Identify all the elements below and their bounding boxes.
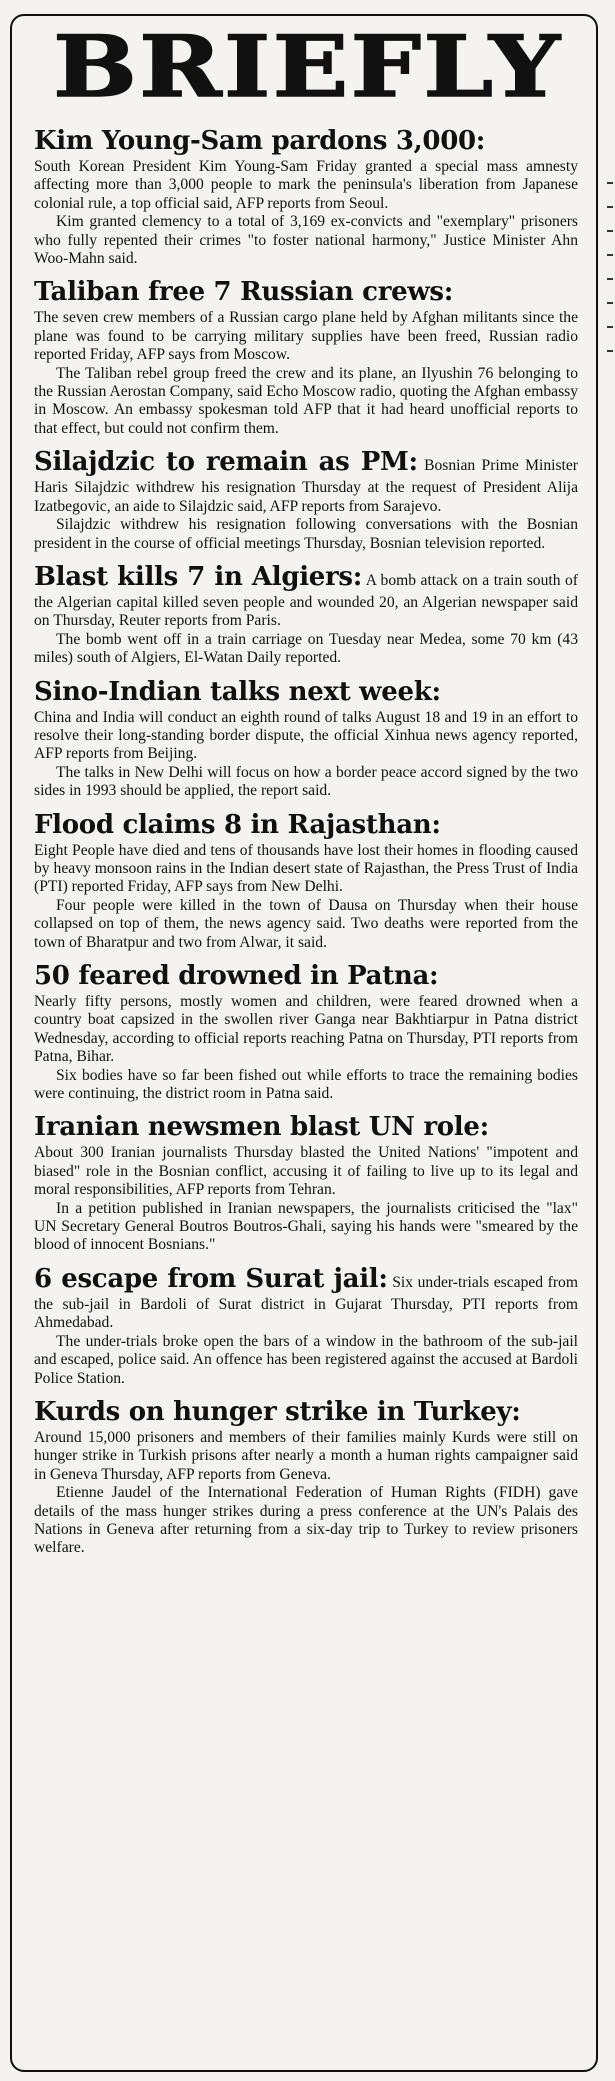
- story-body: Kim granted clemency to a total of 3,169 ex-convicts and "exemplary" prisoners who fully repented their crimes "to foster national harmony," Justice Minister Ahn Woo-Mahn said.: [34, 213, 578, 268]
- story-headline: Iranian newsmen blast UN role:: [34, 1112, 489, 1143]
- masthead-title: BRIEFLY: [53, 17, 563, 116]
- story-lead: Bosnian Prime Minister Haris Silajdzic withdrew his resignation Thursday at the request of President Alija Izatbegovic, an aide to Silajdzic said, AFP reports from Sarajevo.: [34, 457, 578, 515]
- story: [34, 1395, 578, 1558]
- story-lead: Eight People have died and tens of thousands have lost their homes in flooding caused by heavy monsoon rains in the Indian desert state of Rajasthan, the Press Trust of India (PTI) reported Friday, AFP says from New Delhi.: [34, 841, 578, 896]
- story-headline: Kurds on hunger strike in Turkey:: [34, 1396, 521, 1427]
- story: [34, 808, 578, 952]
- story-headline: Silajdzic to remain as PM:: [34, 447, 418, 478]
- story-body: Silajdzic withdrew his resignation following conversations with the Bosnian president in the course of official meetings Thursday, Bosnian television reported.: [34, 516, 578, 552]
- story-lead: China and India will conduct an eighth round of talks August 18 and 19 in an effort to resolve their long-standing border dispute, the official Xinhua news agency reported, AFP reports from Beijing.: [34, 708, 578, 763]
- story-headline: Flood claims 8 in Rajasthan:: [34, 809, 441, 840]
- story: [34, 675, 578, 801]
- story-lead: Around 15,000 prisoners and members of their families mainly Kurds were still on hunger strike in Turkish prisons after nearly a month a human rights campaigner said in Geneva Thursday, AFP reports from Geneva.: [34, 1428, 578, 1483]
- story-body: The talks in New Delhi will focus on how a border peace accord signed by the two sides in 1993 should be applied, the report said.: [34, 763, 578, 800]
- story: [34, 445, 578, 553]
- story-body: Etienne Jaudel of the International Federation of Human Rights (FIDH) gave details of the mass hunger strikes during a press conference at the UN's Palais des Nations in Geneva after returning from a six-day trip to Turkey to review prisoners welfare.: [34, 1484, 578, 1557]
- story: [34, 1110, 578, 1254]
- story-body: Four people were killed in the town of Dausa on Thursday when their house collapsed on top of them, the news agency said. Two deaths were reported from the town of Bharatpur and two from Alwar, it said.: [34, 896, 578, 951]
- story: [34, 124, 578, 268]
- story-lead: A bomb attack on a train south of the Algerian capital killed seven people and wounded 20, an Algerian newspaper said on Thursday, Reuter reports from Paris.: [34, 571, 578, 630]
- story-lead: Six under-trials escaped from the sub-jail in Bardoli of Surat district in Gujarat Thursday, PTI reports from Ahmedabad.: [34, 1273, 578, 1332]
- story-headline: Taliban free 7 Russian crews:: [34, 277, 454, 308]
- story: [34, 1262, 578, 1388]
- briefly-box: [10, 14, 598, 2072]
- story-headline: Sino-Indian talks next week:: [34, 676, 441, 707]
- story-body: In a petition published in Iranian newspapers, the journalists criticised the "lax" UN Secretary General Boutros Boutros-Ghali, saying his hands were "smeared by the blood of innocent Bosnians.": [34, 1199, 578, 1254]
- story-headline: 50 feared drowned in Patna:: [34, 961, 439, 991]
- story-lead: South Korean President Kim Young-Sam Friday granted a special mass amnesty affecting more than 3,000 people to mark the peninsula's liberation from Japanese colonial rule, a top official said, AFP reports from Seoul.: [34, 158, 578, 212]
- adjacent-column-edge: [603, 160, 615, 1760]
- story-body: The Taliban rebel group freed the crew and its plane, an Ilyushin 76 belonging to the Russian Aerostan Company, said Echo Moscow radio, quoting the Afghan embassy in Moscow. An embassy spokesman told AFP that it had heard unofficial reports to that effect, but could not confirm them.: [34, 364, 578, 437]
- masthead: [34, 17, 582, 116]
- story-body: The under-trials broke open the bars of a window in the bathroom of the sub-jail and escaped, police said. An offence has been registered against the accused at Bardoli Police Station.: [34, 1332, 578, 1387]
- story-body: Six bodies have so far been fished out while efforts to trace the remaining bodies were continuing, the district room in Patna said.: [34, 1066, 578, 1103]
- story-lead: The seven crew members of a Russian cargo plane held by Afghan militants since the plane was found to be carrying military supplies have been freed, Russian radio reported Friday, AFP says from Moscow.: [34, 309, 578, 364]
- story-headline: Blast kills 7 in Algiers:: [34, 561, 363, 592]
- story: [34, 275, 578, 438]
- story: [34, 560, 578, 668]
- story-body: The bomb went off in a train carriage on Tuesday near Medea, some 70 km (43 miles) south of Algiers, El-Watan Daily reported.: [34, 630, 578, 667]
- story-headline: Kim Young-Sam pardons 3,000:: [34, 126, 486, 156]
- story-headline: 6 escape from Surat jail:: [34, 1263, 388, 1294]
- story: [34, 959, 578, 1103]
- story-lead: About 300 Iranian journalists Thursday blasted the United Nations' "impotent and biased" role in the Bosnian conflict, accusing it of failing to live up to its legal and moral responsibilities, AFP reports from Tehran.: [34, 1144, 578, 1199]
- story-lead: Nearly fifty persons, mostly women and children, were feared drowned when a country boat capsized in the swollen river Ganga near Bakhtiarpur in Patna district Wednesday, according to official reports reaching Patna on Thursday, PTI reports from Patna, Bihar.: [34, 993, 578, 1066]
